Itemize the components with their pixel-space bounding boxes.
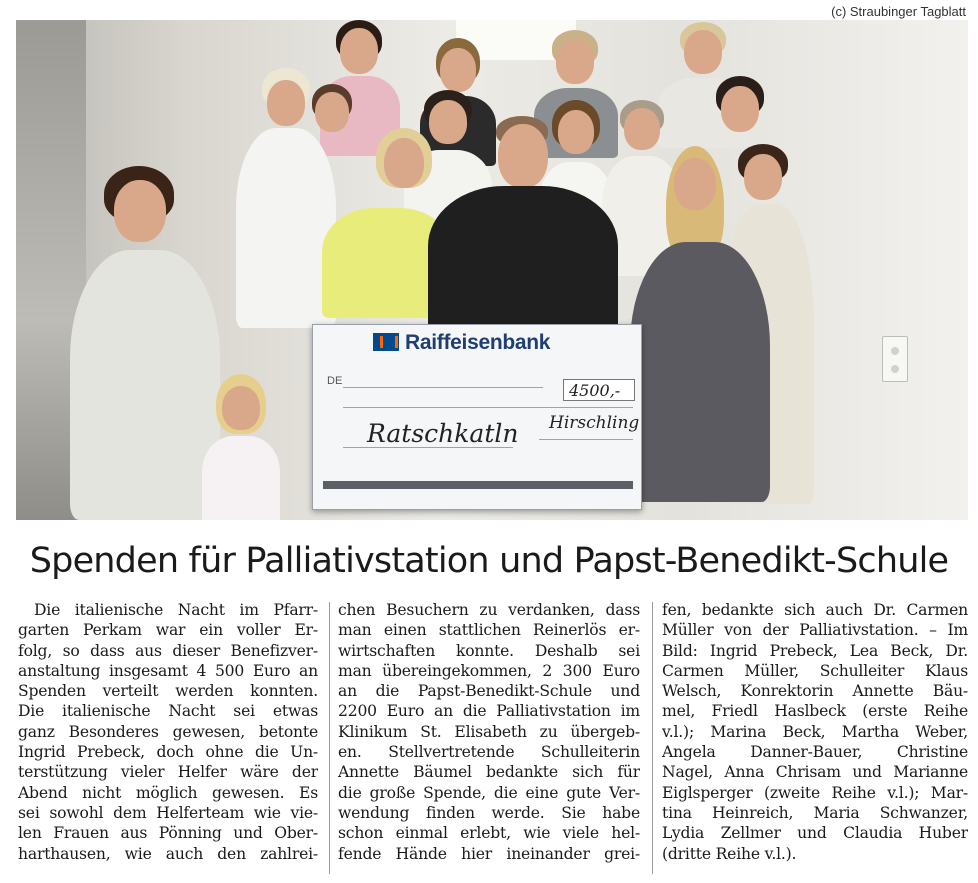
article-line: chen Besuchern zu verdanken, dass xyxy=(338,601,640,619)
article-line: v.l.); Marina Beck, Martha Weber, xyxy=(662,722,968,741)
article-line: 2200 Euro an die Palliativstation im xyxy=(338,702,640,721)
article-line: Carmen Müller, Schulleiter Klaus xyxy=(662,661,968,680)
photo-credit: (c) Straubinger Tagblatt xyxy=(831,4,966,19)
country-code: DE xyxy=(327,375,343,387)
article-line: (dritte Reihe v.l.). xyxy=(662,844,797,863)
article-line: terstützung vieler Helfer wäre der xyxy=(18,763,318,782)
article-line: Die italienische Nacht im Pfarr- xyxy=(34,601,318,619)
article-line: an die Papst-Benedikt-Schule und xyxy=(338,682,640,701)
article-column-2 xyxy=(338,600,640,876)
light-switch xyxy=(882,336,908,382)
article-line: ganz Besonderes gewesen, betonte xyxy=(18,722,318,741)
article-line: fende Hände hier ineinander grei- xyxy=(338,844,640,863)
article-line: wirtschaften konnte. Deshalb sei xyxy=(338,641,640,660)
article-line: man übereingekommen, 2 300 Euro xyxy=(338,661,640,680)
article-line: en. Stellvertretende Schulleiterin xyxy=(338,743,640,762)
form-line xyxy=(539,439,633,440)
article-line: harthausen, wie auch den zahlrei- xyxy=(18,844,318,863)
article-line: Welsch, Konrektorin Annette Bäu- xyxy=(662,682,968,701)
article-line: Die italienische Nacht sei etwas xyxy=(18,702,318,721)
article-line: Lydia Zellmer und Claudia Huber xyxy=(662,824,968,843)
column-divider xyxy=(652,602,653,874)
article-column-1 xyxy=(18,600,318,876)
article-line: man einen stattlichen Reinerlös er- xyxy=(338,621,640,640)
bank-name: Raiffeisenbank xyxy=(405,331,551,354)
article-line: Spenden verteilt werden konnten. xyxy=(18,682,318,701)
cheque-signature: Hirschling xyxy=(549,413,640,433)
article-line: Abend nicht möglich gewesen. Es xyxy=(18,783,318,802)
cheque-payee: Ratschkatln xyxy=(367,419,519,448)
cheque-amount: 4500,- xyxy=(569,381,621,400)
article-line: wendung finden werde. Sie habe xyxy=(338,803,640,822)
article-line: Müller von der Palliativstation. – Im xyxy=(662,621,968,640)
headline: Spenden für Palliativstation und Papst-Benedikt-Schule xyxy=(29,541,949,581)
article-line: Annette Bäumel bedankte sich für xyxy=(338,763,640,782)
article-line: fen, bedankte sich auch Dr. Carmen xyxy=(662,601,968,619)
article-body xyxy=(18,600,968,876)
form-line xyxy=(343,387,543,388)
article-line: folg, so dass aus dieser Benefizver- xyxy=(18,641,318,660)
article-line: schon einmal erlebt, wie viele hel- xyxy=(338,824,640,843)
article-line: sei sowohl dem Helferteam wie vie- xyxy=(18,803,318,822)
article-line: Ingrid Prebeck, doch ohne die Un- xyxy=(18,743,318,762)
donation-cheque xyxy=(312,324,642,510)
article-line: Bild: Ingrid Prebeck, Lea Beck, Dr. xyxy=(662,641,968,660)
article-line: die große Spende, die eine gute Ver- xyxy=(338,783,640,802)
article-line: mel, Friedl Haslbeck (erste Reihe xyxy=(662,702,968,721)
column-divider xyxy=(329,602,330,874)
article-line: Nagel, Anna Chrisam und Marianne xyxy=(662,763,968,782)
form-line xyxy=(343,407,633,408)
article-line: Eiglsperger (zweite Reihe v.l.); Mar- xyxy=(662,783,968,802)
cheque-code-band xyxy=(323,481,633,489)
article-line: anstaltung insgesamt 4 500 Euro an xyxy=(18,661,318,680)
article-line: Klinikum St. Elisabeth zu übergeb- xyxy=(338,722,640,741)
group-photo xyxy=(16,20,968,520)
article-line: tina Heinreich, Maria Schwanzer, xyxy=(662,803,968,822)
article-line: Angela Danner-Bauer, Christine xyxy=(662,743,968,762)
article-line: garten Perkam war ein voller Er- xyxy=(18,621,318,640)
article-column-3 xyxy=(662,600,968,876)
article-line: len Frauen aus Pönning und Ober- xyxy=(18,824,318,843)
bank-logo-icon xyxy=(373,333,399,351)
